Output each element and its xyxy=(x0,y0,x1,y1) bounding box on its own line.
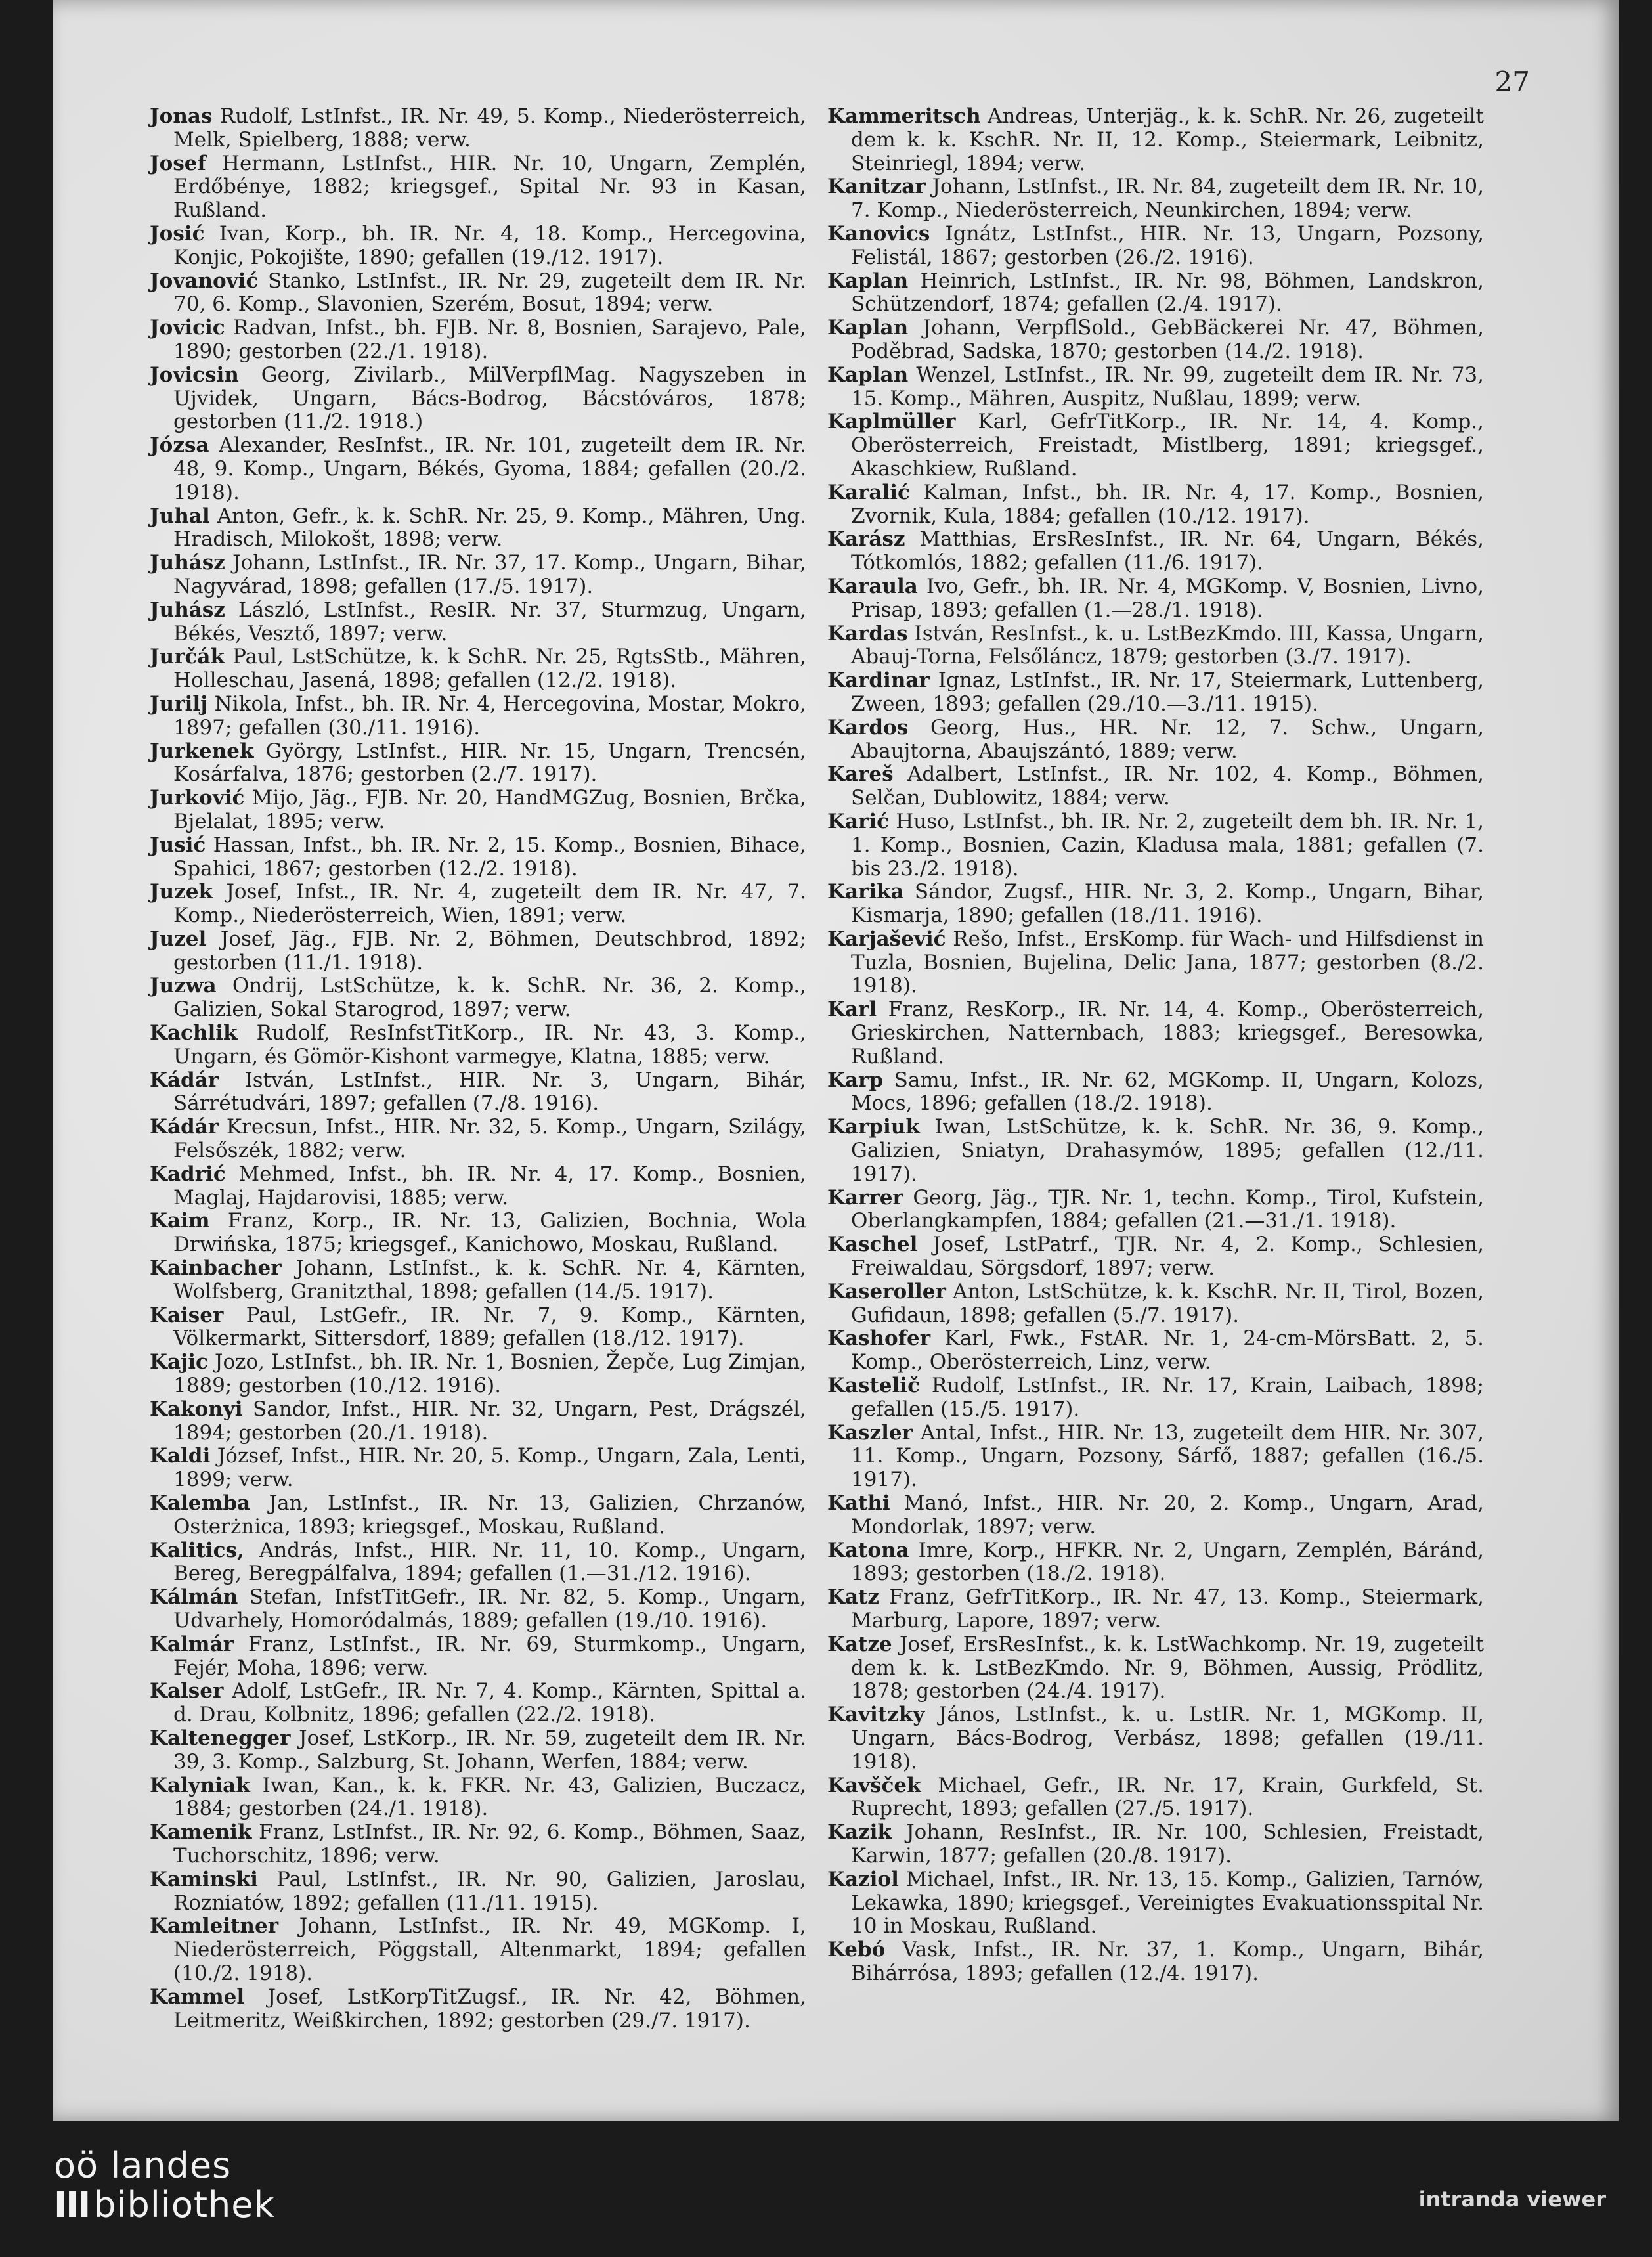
entry-details: Paul, LstInfst., IR. Nr. 90, Galizien, Jaroslau, Rozniatów, 1892; gefallen (11./11. 1915). xyxy=(173,1867,806,1915)
register-entry xyxy=(827,105,1484,175)
entry-details: Josef, Jäg., FJB. Nr. 2, Böhmen, Deutschbrod, 1892; gestorben (11./1. 1918). xyxy=(173,927,806,975)
left-column xyxy=(150,105,806,2032)
register-entry xyxy=(827,575,1484,623)
entry-surname: Kaiser xyxy=(150,1303,224,1327)
entry-surname: Kanitzar xyxy=(827,175,926,199)
entry-details: Franz, GefrTitKorp., IR. Nr. 47, 13. Komp., Steiermark, Marburg, Lapore, 1897; verw. xyxy=(851,1585,1484,1632)
register-entry xyxy=(827,1633,1484,1703)
register-entry xyxy=(827,1069,1484,1116)
entry-surname: Kamenik xyxy=(150,1820,252,1845)
register-entry xyxy=(150,787,806,834)
entry-surname: Kaim xyxy=(150,1209,210,1233)
entry-surname: Jurkenek xyxy=(150,739,254,763)
entry-surname: Kakonyi xyxy=(150,1397,243,1421)
entry-surname: Josef xyxy=(150,151,206,175)
register-entry xyxy=(827,528,1484,575)
register-entry xyxy=(827,928,1484,998)
entry-surname: Kazik xyxy=(827,1820,892,1845)
register-entry xyxy=(150,1163,806,1210)
entry-surname: Kebó xyxy=(827,1938,886,1962)
register-entry xyxy=(827,763,1484,810)
entry-details: Radvan, Infst., bh. FJB. Nr. 8, Bosnien, Sarajevo, Pale, 1890; gestorben (22./1. 1918). xyxy=(173,316,806,363)
entry-details: Vask, Infst., IR. Nr. 37, 1. Komp., Ungarn, Bihár, Bihárrósa, 1893; gefallen (12./4. 1917). xyxy=(851,1938,1484,1985)
register-entry xyxy=(827,881,1484,928)
entry-details: László, LstInfst., ResIR. Nr. 37, Sturmzug, Ungarn, Békés, Vesztő, 1897; verw. xyxy=(173,598,806,646)
register-entry xyxy=(827,410,1484,481)
register-entry xyxy=(150,152,806,223)
entry-details: Johann, ResInfst., IR. Nr. 100, Schlesien, Freistadt, Karwin, 1877; gefallen (20./8. 1917). xyxy=(851,1820,1484,1868)
register-entry xyxy=(827,1281,1484,1328)
entry-details: Mehmed, Infst., bh. IR. Nr. 4, 17. Komp., Bosnien, Maglaj, Hajdarovisi, 1885; verw. xyxy=(173,1162,806,1210)
register-entry xyxy=(150,505,806,552)
entry-details: Josef, LstKorpTitZugsf., IR. Nr. 42, Böhmen, Leitmeritz, Weißkirchen, 1892; gestorben (29./7. 1917). xyxy=(173,1984,806,2032)
register-entry xyxy=(150,1492,806,1539)
entry-details: Stanko, LstInfst., IR. Nr. 29, zugeteilt dem IR. Nr. 70, 6. Komp., Slavonien, Szerém, Bosut, 1894; verw. xyxy=(173,269,806,317)
register-entry xyxy=(150,599,806,646)
register-entry xyxy=(827,1703,1484,1774)
entry-surname: Kalemba xyxy=(150,1491,251,1516)
register-entry xyxy=(827,998,1484,1068)
entry-surname: Kalser xyxy=(150,1679,224,1703)
register-entry xyxy=(827,669,1484,716)
register-entry xyxy=(827,1539,1484,1587)
entry-surname: Karász xyxy=(827,527,905,552)
register-entry xyxy=(827,317,1484,364)
entry-surname: Kadrić xyxy=(150,1162,226,1186)
entry-surname: Kardas xyxy=(827,621,908,646)
logo-line-2: bibliothek xyxy=(93,2184,275,2225)
entry-details: István, ResInfst., k. u. LstBezKmdo. III, Kassa, Ungarn, Abauj-Torna, Felsőláncz, 1879; gestorben (3./7. 1917). xyxy=(851,621,1484,669)
viewer-label: intranda viewer xyxy=(1418,2187,1606,2212)
entry-surname: Juhal xyxy=(150,504,210,528)
page-number: 27 xyxy=(1494,66,1530,98)
register-entry xyxy=(827,481,1484,529)
register-entry xyxy=(827,716,1484,764)
register-entry xyxy=(150,1915,806,1985)
entry-surname: Kaminski xyxy=(150,1867,258,1891)
entry-details: Nikola, Infst., bh. IR. Nr. 4, Hercegovina, Mostar, Mokro, 1897; gefallen (30./11. 1916). xyxy=(173,691,806,739)
register-entry xyxy=(827,810,1484,881)
entry-surname: Kachlik xyxy=(150,1021,238,1045)
entry-surname: Jovicsin xyxy=(150,362,239,387)
register-entry xyxy=(150,364,806,434)
register-entry xyxy=(827,1774,1484,1822)
register-entry xyxy=(150,693,806,740)
entry-details: Ivan, Korp., bh. IR. Nr. 4, 18. Komp., Hercegovina, Konjic, Pokojište, 1890; gefallen (19./12. 1917). xyxy=(173,221,806,269)
entry-details: János, LstInfst., k. u. LstIR. Nr. 1, MGKomp. II, Ungarn, Bács-Bodrog, Verbász, 1898; gefallen (19./11. 1918). xyxy=(851,1703,1484,1774)
entry-details: Rudolf, LstInfst., IR. Nr. 49, 5. Komp., Niederösterreich, Melk, Spielberg, 1888; verw. xyxy=(173,104,806,152)
entry-details: Antal, Infst., HIR. Nr. 13, zugeteilt dem HIR. Nr. 307, 11. Komp., Ungarn, Pozsony, Sárfő, 1887; gefallen (16./5. 1917). xyxy=(851,1420,1484,1492)
entry-details: Anton, LstSchütze, k. k. KschR. Nr. II, Tirol, Bozen, Gufidaun, 1898; gefallen (5./7. 1917). xyxy=(851,1279,1484,1327)
entry-details: Josef, ErsResInfst., k. k. LstWachkomp. Nr. 19, zugeteilt dem k. k. LstBezKmdo. Nr. 9, Böhmen, Aussig, Prödlitz, 1878; gestorben (24./4. 1917). xyxy=(851,1632,1484,1703)
entry-details: Ignátz, LstInfst., HIR. Nr. 13, Ungarn, Pozsony, Felistál, 1867; gestorben (26./2. 1916). xyxy=(851,221,1484,269)
entry-surname: Katz xyxy=(827,1585,879,1610)
entry-surname: Kavitzky xyxy=(827,1703,925,1727)
register-entry xyxy=(150,317,806,364)
entry-details: Manó, Infst., HIR. Nr. 20, 2. Komp., Ungarn, Arad, Mondorlak, 1897; verw. xyxy=(851,1491,1484,1539)
entry-surname: Kalyniak xyxy=(150,1773,250,1797)
register-entry xyxy=(827,1868,1484,1939)
register-entry xyxy=(827,1374,1484,1422)
entry-surname: Juhász xyxy=(150,551,225,575)
entry-surname: Kareš xyxy=(827,762,894,787)
entry-surname: Kaszler xyxy=(827,1420,913,1445)
entry-details: Hassan, Infst., bh. IR. Nr. 2, 15. Komp., Bosnien, Bihace, Spahici, 1867; gestorben (12./2. 1918). xyxy=(173,833,806,881)
entry-surname: Jurčák xyxy=(150,645,225,669)
entry-surname: Karp xyxy=(827,1068,884,1092)
entry-surname: Kathi xyxy=(827,1491,890,1516)
entry-details: György, LstInfst., HIR. Nr. 15, Ungarn, Trencsén, Kosárfalva, 1876; gestorben (2./7. 1917). xyxy=(173,739,806,787)
entry-details: Wenzel, LstInfst., IR. Nr. 99, zugeteilt dem IR. Nr. 73, 15. Komp., Mähren, Auspitz, Nußlau, 1899; verw. xyxy=(851,362,1484,410)
register-entry xyxy=(150,1986,806,2033)
entry-surname: Juzel xyxy=(150,927,207,951)
register-entry xyxy=(150,1445,806,1492)
entry-surname: Katze xyxy=(827,1632,892,1656)
entry-surname: Kalmár xyxy=(150,1632,234,1656)
entry-details: Jozo, LstInfst., bh. IR. Nr. 1, Bosnien, Žepče, Lug Zimjan, 1889; gestorben (10./12. 1916). xyxy=(173,1350,806,1398)
entry-surname: Kaseroller xyxy=(827,1279,946,1304)
entry-surname: Karaula xyxy=(827,574,918,598)
register-entry xyxy=(150,434,806,504)
register-entry xyxy=(150,105,806,152)
entry-surname: Kamleitner xyxy=(150,1914,279,1939)
entry-details: Josef, LstPatrf., TJR. Nr. 4, 2. Komp., Schlesien, Freiwaldau, Sörgsdorf, 1897; verw. xyxy=(851,1233,1484,1281)
entry-details: Georg, Zivilarb., MilVerpflMag. Nagyszeben in Ujvidek, Ungarn, Bács-Bodrog, Bácstóváros, 1878; gestorben (11./2. 1918.) xyxy=(173,362,806,434)
logo-line-1: oö landes xyxy=(54,2145,232,2186)
entry-details: Georg, Hus., HR. Nr. 12, 7. Schw., Ungarn, Abaujtorna, Abaujszántó, 1889; verw. xyxy=(851,715,1484,763)
entry-surname: Katona xyxy=(827,1538,909,1562)
entry-surname: Kavšček xyxy=(827,1773,921,1797)
entry-details: Rudolf, ResInfstTitKorp., IR. Nr. 43, 3. Komp., Ungarn, és Gömör-Kishont varmegye, Klatna, 1885; verw. xyxy=(173,1021,806,1068)
register-entry xyxy=(827,1422,1484,1492)
entry-surname: Karjašević xyxy=(827,927,946,951)
register-entry xyxy=(150,1210,806,1257)
register-entry xyxy=(150,1727,806,1774)
entry-details: Hermann, LstInfst., HIR. Nr. 10, Ungarn, Zemplén, Erdőbénye, 1882; kriegsgef., Spital Nr. 93 in Kasan, Rußland. xyxy=(173,151,806,223)
entry-surname: Juhász xyxy=(150,598,225,622)
register-entry xyxy=(827,1187,1484,1234)
entry-details: Krecsun, Infst., HIR. Nr. 32, 5. Komp., Ungarn, Szilágy, Felsőszék, 1882; verw. xyxy=(173,1115,806,1163)
register-entry xyxy=(150,1680,806,1727)
register-entry xyxy=(150,1022,806,1069)
register-entry xyxy=(150,1398,806,1445)
register-entry xyxy=(827,1327,1484,1374)
register-entry xyxy=(150,881,806,928)
register-entry xyxy=(827,364,1484,411)
entry-details: Johann, LstInfst., IR. Nr. 84, zugeteilt dem IR. Nr. 10, 7. Komp., Niederösterreich, Neunkirchen, 1894; verw. xyxy=(851,175,1484,223)
entry-surname: Karpiuk xyxy=(827,1115,920,1139)
entry-details: Iwan, Kan., k. k. FKR. Nr. 43, Galizien, Buczacz, 1884; gestorben (24./1. 1918). xyxy=(173,1773,806,1821)
entry-surname: Kanovics xyxy=(827,221,930,246)
entry-details: Johann, LstInfst., k. k. SchR. Nr. 4, Kärnten, Wolfsberg, Granitzthal, 1898; gefallen (14./5. 1917). xyxy=(173,1256,806,1304)
entry-surname: Kaldi xyxy=(150,1444,211,1468)
register-entry xyxy=(150,1304,806,1351)
entry-surname: Kaplan xyxy=(827,362,909,387)
entry-details: Imre, Korp., HFKR. Nr. 2, Ungarn, Zemplén, Báránd, 1893; gestorben (18./2. 1918). xyxy=(851,1538,1484,1586)
entry-details: Samu, Infst., IR. Nr. 62, MGKomp. II, Ungarn, Kolozs, Mocs, 1896; gefallen (18./2. 1918). xyxy=(851,1068,1484,1116)
entry-surname: Josić xyxy=(150,221,205,246)
right-column xyxy=(827,105,1484,1986)
entry-details: Rudolf, LstInfst., IR. Nr. 17, Krain, Laibach, 1898; gefallen (15./5. 1917). xyxy=(851,1374,1484,1421)
entry-details: Johann, LstInfst., IR. Nr. 37, 17. Komp., Ungarn, Bihar, Nagyvárad, 1898; gefallen (17./5. 1917). xyxy=(173,551,806,598)
register-entry xyxy=(827,623,1484,670)
entry-details: József, Infst., HIR. Nr. 20, 5. Komp., Ungarn, Zala, Lenti, 1899; verw. xyxy=(173,1444,806,1492)
entry-surname: Juzek xyxy=(150,880,213,904)
entry-surname: Karl xyxy=(827,997,877,1022)
register-entry xyxy=(150,834,806,881)
entry-details: Matthias, ErsResInfst., IR. Nr. 64, Ungarn, Békés, Tótkomlós, 1882; gefallen (11./6. 1917). xyxy=(851,527,1484,575)
register-entry xyxy=(150,928,806,975)
register-entry xyxy=(150,270,806,317)
entry-surname: Kálmán xyxy=(150,1585,238,1610)
register-entry xyxy=(150,1069,806,1116)
entry-surname: Jovicic xyxy=(150,316,225,340)
entry-surname: Kammeritsch xyxy=(827,104,981,128)
register-entry xyxy=(827,1233,1484,1281)
entry-surname: Kaplmüller xyxy=(827,410,956,434)
register-entry xyxy=(150,975,806,1022)
scanned-page xyxy=(53,0,1619,2121)
entry-details: Rešo, Infst., ErsKomp. für Wach- und Hilfsdienst in Tuzla, Bosnien, Bujelina, Delic Jana, 1877; gestorben (8./2. 1918). xyxy=(851,927,1484,998)
entry-surname: Jonas xyxy=(150,104,213,128)
entry-surname: Kaltenegger xyxy=(150,1726,291,1750)
entry-details: Jan, LstInfst., IR. Nr. 13, Galizien, Chrzanów, Osterżnica, 1893; kriegsgef., Moskau, Rußland. xyxy=(173,1491,806,1539)
entry-surname: Józsa xyxy=(150,433,209,458)
entry-details: Franz, ResKorp., IR. Nr. 14, 4. Komp., Oberösterreich, Grieskirchen, Natternbach, 1883; kriegsgef., Beresowka, Rußland. xyxy=(851,997,1484,1068)
register-entry xyxy=(150,1821,806,1868)
entry-surname: Kainbacher xyxy=(150,1256,282,1281)
register-entry xyxy=(150,1868,806,1916)
entry-details: Johann, LstInfst., IR. Nr. 49, MGKomp. I, Niederösterreich, Pöggstall, Altenmarkt, 1894; gefallen (10./2. 1918). xyxy=(173,1914,806,1985)
register-entry xyxy=(150,1257,806,1304)
entry-details: Franz, LstInfst., IR. Nr. 92, 6. Komp., Böhmen, Saaz, Tuchorschitz, 1896; verw. xyxy=(173,1820,806,1868)
entry-surname: Kalitics, xyxy=(150,1538,244,1562)
entry-details: Michael, Infst., IR. Nr. 13, 15. Komp., Galizien, Tarnów, Lekawka, 1890; kriegsgef., Vereinigtes Evakuationsspital Nr. 10 in Moskau, Rußland. xyxy=(851,1867,1484,1939)
entry-details: Mijo, Jäg., FJB. Nr. 20, HandMGZug, Bosnien, Brčka, Bjelalat, 1895; verw. xyxy=(173,786,806,833)
register-entry xyxy=(150,740,806,787)
entry-details: Franz, Korp., IR. Nr. 13, Galizien, Bochnia, Wola Drwińska, 1875; kriegsgef., Kanichowo, Moskau, Rußland. xyxy=(173,1209,806,1257)
entry-surname: Kaziol xyxy=(827,1867,899,1891)
entry-details: Iwan, LstSchütze, k. k. SchR. Nr. 36, 9. Komp., Galizien, Sniatyn, Drahasymów, 1895; gefallen (12./11. 1917). xyxy=(851,1115,1484,1186)
entry-details: Ondrij, LstSchütze, k. k. SchR. Nr. 36, 2. Komp., Galizien, Sokal Starogrod, 1897; verw. xyxy=(173,974,806,1022)
entry-details: Johann, VerpflSold., GebBäckerei Nr. 47, Böhmen, Poděbrad, Sadska, 1870; gestorben (14./2. 1918). xyxy=(851,316,1484,363)
entry-surname: Kardinar xyxy=(827,668,930,693)
entry-surname: Kastelič xyxy=(827,1374,920,1398)
entry-surname: Jusić xyxy=(150,833,206,857)
entry-surname: Kajic xyxy=(150,1350,208,1374)
register-entry xyxy=(827,1116,1484,1186)
entry-surname: Jurković xyxy=(150,786,245,810)
entry-details: Stefan, InfstTitGefr., IR. Nr. 82, 5. Komp., Ungarn, Udvarhely, Homoródalmás, 1889; gefallen (19./10. 1916). xyxy=(173,1585,806,1632)
entry-details: Huso, LstInfst., bh. IR. Nr. 2, zugeteilt dem bh. IR. Nr. 1, 1. Komp., Bosnien, Cazin, Kladusa mala, 1881; gefallen (7. bis 23./2. 1918). xyxy=(851,809,1484,881)
entry-details: Sándor, Zugsf., HIR. Nr. 3, 2. Komp., Ungarn, Bihar, Kismarja, 1890; gefallen (18./11. 1916). xyxy=(851,880,1484,928)
entry-details: Paul, LstSchütze, k. k SchR. Nr. 25, RgtsStb., Mähren, Holleschau, Jasená, 1898; gefallen (12./2. 1918). xyxy=(173,645,806,693)
entry-details: Anton, Gefr., k. k. SchR. Nr. 25, 9. Komp., Mähren, Ung. Hradisch, Milokošt, 1898; verw. xyxy=(173,504,806,552)
entry-details: Adolf, LstGefr., IR. Nr. 7, 4. Komp., Kärnten, Spittal a. d. Drau, Kolbnitz, 1896; gefallen (22./2. 1918). xyxy=(173,1679,806,1727)
entry-details: András, Infst., HIR. Nr. 11, 10. Komp., Ungarn, Bereg, Beregpálfalva, 1894; gefallen (1.—31./12. 1916). xyxy=(173,1538,806,1586)
entry-details: István, LstInfst., HIR. Nr. 3, Ungarn, Bihár, Sárrétudvári, 1897; gefallen (7./8. 1916). xyxy=(173,1068,806,1116)
register-entry xyxy=(827,1821,1484,1868)
entry-details: Josef, LstKorp., IR. Nr. 59, zugeteilt dem IR. Nr. 39, 3. Komp., Salzburg, St. Johann, Werfen, 1884; verw. xyxy=(173,1726,806,1774)
register-entry xyxy=(150,646,806,693)
entry-details: Michael, Gefr., IR. Nr. 17, Krain, Gurkfeld, St. Ruprecht, 1893; gefallen (27./5. 1917). xyxy=(851,1773,1484,1821)
register-entry xyxy=(827,175,1484,223)
register-entry xyxy=(150,552,806,599)
entry-surname: Karika xyxy=(827,880,904,904)
entry-surname: Kashofer xyxy=(827,1326,931,1351)
entry-details: Karl, GefrTitKorp., IR. Nr. 14, 4. Komp., Oberösterreich, Freistadt, Mistlberg, 1891; kriegsgef., Akaschkiew, Rußland. xyxy=(851,410,1484,481)
entry-details: Josef, Infst., IR. Nr. 4, zugeteilt dem IR. Nr. 47, 7. Komp., Niederösterreich, Wien, 1891; verw. xyxy=(173,880,806,928)
library-logo[interactable] xyxy=(54,2146,275,2225)
entry-surname: Kaplan xyxy=(827,316,909,340)
register-entry xyxy=(150,1351,806,1398)
register-entry xyxy=(150,1116,806,1163)
entry-details: Andreas, Unterjäg., k. k. SchR. Nr. 26, zugeteilt dem k. k. KschR. Nr. II, 12. Komp., Steiermark, Leibnitz, Steinriegl, 1894; verw. xyxy=(851,104,1484,175)
register-entry xyxy=(827,1939,1484,1986)
register-entry xyxy=(150,223,806,270)
entry-details: Heinrich, LstInfst., IR. Nr. 98, Böhmen, Landskron, Schützendorf, 1874; gefallen (2./4. 1917). xyxy=(851,269,1484,317)
entry-surname: Jurilj xyxy=(150,691,208,716)
entry-surname: Kammel xyxy=(150,1984,245,2009)
entry-details: Kalman, Infst., bh. IR. Nr. 4, 17. Komp., Bosnien, Zvornik, Kula, 1884; gefallen (10./12. 1917). xyxy=(851,480,1484,528)
entry-details: Karl, Fwk., FstAR. Nr. 1, 24-cm-MörsBatt. 2, 5. Komp., Oberösterreich, Linz, verw. xyxy=(851,1326,1484,1374)
entry-surname: Kádár xyxy=(150,1068,219,1092)
entry-surname: Kaschel xyxy=(827,1233,918,1257)
register-entry xyxy=(827,1492,1484,1539)
entry-surname: Karalić xyxy=(827,480,910,504)
entry-details: Adalbert, LstInfst., IR. Nr. 102, 4. Komp., Böhmen, Selčan, Dublowitz, 1884; verw. xyxy=(851,762,1484,810)
entry-surname: Kardos xyxy=(827,715,909,739)
register-entry xyxy=(150,1633,806,1680)
register-entry xyxy=(150,1539,806,1587)
register-entry xyxy=(150,1586,806,1633)
entry-details: Paul, LstGefr., IR. Nr. 7, 9. Komp., Kärnten, Völkermarkt, Sittersdorf, 1889; gefallen (18./12. 1917). xyxy=(173,1303,806,1351)
entry-surname: Juzwa xyxy=(150,974,217,998)
entry-surname: Jovanović xyxy=(150,269,259,293)
entry-details: Alexander, ResInfst., IR. Nr. 101, zugeteilt dem IR. Nr. 48, 9. Komp., Ungarn, Békés, Gyoma, 1884; gefallen (20./2. 1918). xyxy=(173,433,806,504)
entry-details: Ivo, Gefr., bh. IR. Nr. 4, MGKomp. V, Bosnien, Livno, Prisap, 1893; gefallen (1.—28./1. 1918). xyxy=(851,574,1484,622)
register-entry xyxy=(150,1774,806,1822)
register-entry xyxy=(827,1586,1484,1633)
entry-surname: Karrer xyxy=(827,1185,903,1210)
register-entry xyxy=(827,223,1484,270)
entry-details: Sandor, Infst., HIR. Nr. 32, Ungarn, Pest, Drágszél, 1894; gestorben (20./1. 1918). xyxy=(173,1397,806,1445)
entry-details: Ignaz, LstInfst., IR. Nr. 17, Steiermark, Luttenberg, Zween, 1893; gefallen (29./10.—3./11. 1915). xyxy=(851,668,1484,716)
entry-details: Franz, LstInfst., IR. Nr. 69, Sturmkomp., Ungarn, Fejér, Moha, 1896; verw. xyxy=(173,1632,806,1680)
entry-details: Georg, Jäg., TJR. Nr. 1, techn. Komp., Tirol, Kufstein, Oberlangkampfen, 1884; gefallen (21.—31./1. 1918). xyxy=(851,1185,1484,1233)
logo-bars-icon: III xyxy=(54,2184,90,2225)
entry-surname: Kaplan xyxy=(827,269,909,293)
register-entry xyxy=(827,270,1484,317)
entry-surname: Karić xyxy=(827,809,890,833)
entry-surname: Kádár xyxy=(150,1115,219,1139)
